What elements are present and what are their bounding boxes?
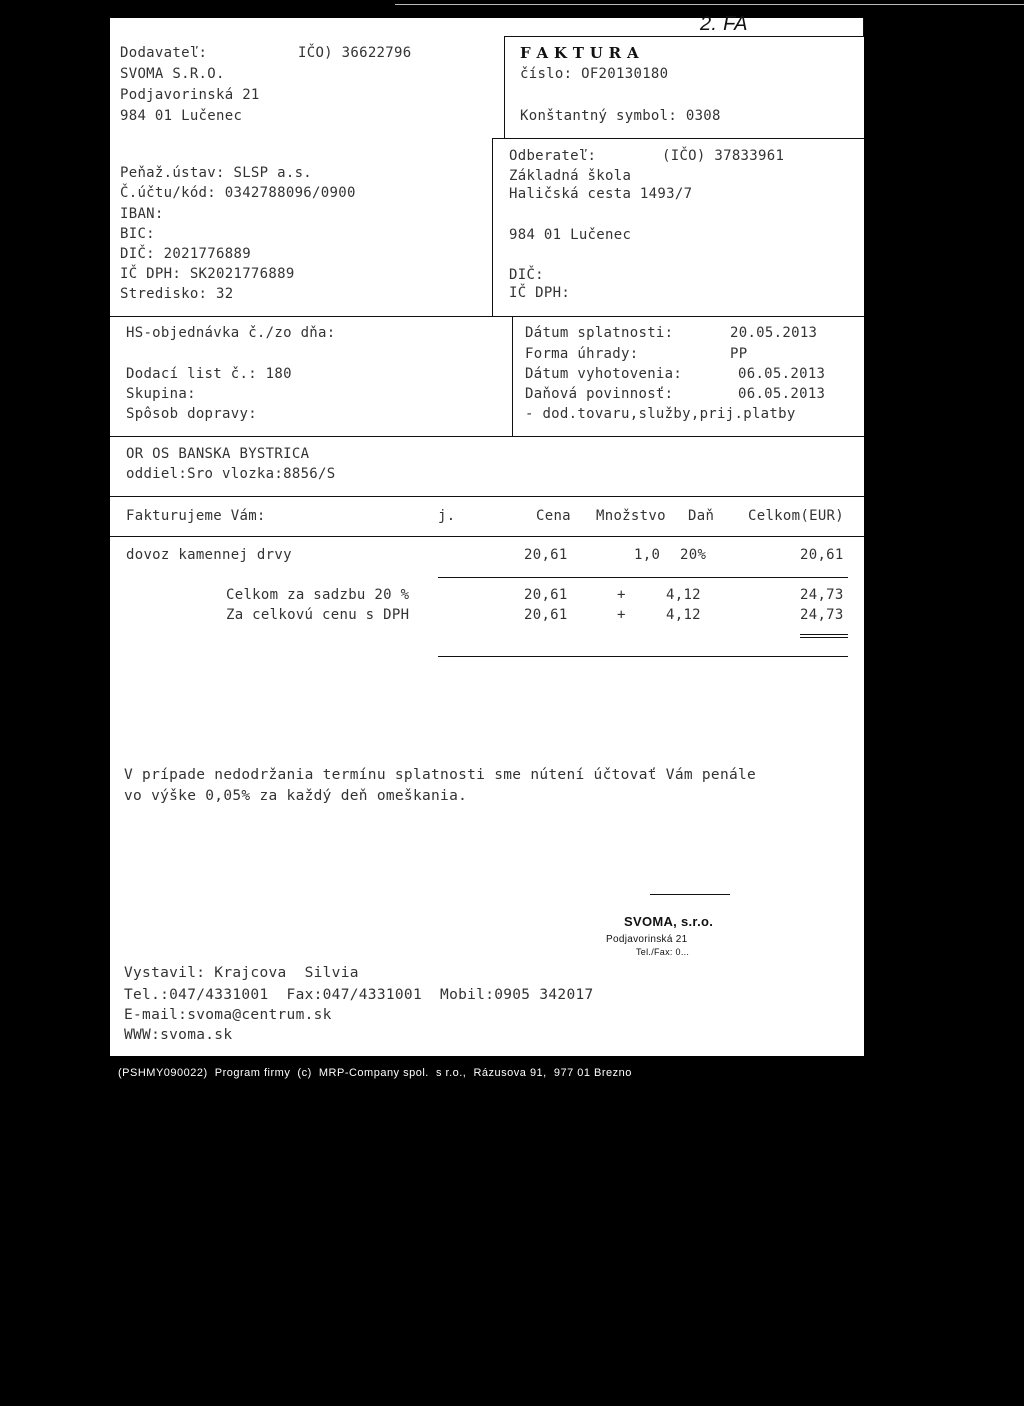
grand-vat: 4,12 [666, 607, 701, 623]
order-hs: HS-objednávka č./zo dňa: [126, 325, 336, 341]
total-double-line-2 [800, 637, 848, 638]
invoice-number: číslo: OF20130180 [520, 66, 669, 82]
handwritten-note: 2. FA [700, 13, 748, 35]
total-double-line-1 [800, 634, 848, 635]
item-total: 20,61 [800, 547, 844, 563]
table-header-line [110, 536, 864, 537]
customer-street: Haličská cesta 1493/7 [509, 186, 693, 202]
dates-divider [512, 316, 513, 436]
summary-vat: 4,12 [666, 587, 701, 603]
konst-symbol: Konštantný symbol: 0308 [520, 108, 721, 124]
supplier-stredisko: Stredisko: 32 [120, 286, 234, 302]
customer-label: Odberateľ: [509, 148, 597, 164]
item-qty: 1,0 [634, 547, 661, 563]
customer-city: 984 01 Lučenec [509, 227, 632, 243]
summary-top-line [438, 577, 848, 578]
supplier-bic: BIC: [120, 226, 155, 242]
invoice-top-line [504, 36, 864, 37]
grand-plus: + [617, 607, 626, 623]
customer-ic-dph: IČ DPH: [509, 285, 571, 301]
dod-note: - dod.tovaru,služby,prij.platby [525, 406, 796, 422]
stamp-street: Podjavorinská 21 [606, 934, 688, 945]
customer-divider [492, 138, 493, 316]
summary-total: 24,73 [800, 587, 844, 603]
item-price: 20,61 [524, 547, 568, 563]
invoice-sheet [110, 13, 864, 1056]
supplier-label: Dodavateľ: [120, 45, 208, 61]
order-doprava: Spôsob dopravy: [126, 406, 257, 422]
customer-ico: (IČO) 37833961 [662, 148, 785, 164]
issuer-name: Vystavil: Krajcova Silvia [124, 965, 359, 981]
summary-label: Celkom za sadzbu 20 % [226, 587, 410, 603]
col-tax: Daň [688, 508, 715, 524]
order-skupina: Skupina: [126, 386, 196, 402]
splatnost-value: 20.05.2013 [730, 325, 818, 341]
register-top-line [110, 436, 864, 437]
customer-top-line [492, 138, 864, 139]
supplier-dic: DIČ: 2021776889 [120, 246, 251, 262]
supplier-iban: IBAN: [120, 206, 164, 222]
item-tax: 20% [680, 547, 707, 563]
grand-total: 24,73 [800, 607, 844, 623]
issuer-phones: Tel.:047/4331001 Fax:047/4331001 Mobil:0905 342017 [124, 987, 594, 1003]
supplier-name: SVOMA S.R.O. [120, 66, 225, 82]
stamp-tel: Tel./Fax: 0... [636, 947, 690, 957]
stamp-name: SVOMA, s.r.o. [624, 914, 714, 929]
povinnost-value: 06.05.2013 [738, 386, 826, 402]
header-divider [504, 36, 505, 138]
summary-base: 20,61 [524, 587, 568, 603]
penalty-line-1: V prípade nedodržania termínu splatnosti sme nútení účtovať Vám penále [124, 767, 757, 783]
program-footer: (PSHMY090022) Program firmy (c) MRP-Company spol. s r.o., Rázusova 91, 977 01 Brezno [118, 1067, 632, 1079]
supplier-street: Podjavorinská 21 [120, 87, 260, 103]
grand-label: Za celkovú cenu s DPH [226, 607, 410, 623]
order-top-line [110, 316, 864, 317]
scan-edge-line [395, 4, 1024, 5]
col-price: Cena [536, 508, 571, 524]
forma-label: Forma úhrady: [525, 346, 639, 362]
splatnost-label: Dátum splatnosti: [525, 325, 674, 341]
col-fakturujeme: Fakturujeme Vám: [126, 508, 266, 524]
col-total: Celkom(EUR) [748, 508, 845, 524]
register-line-1: OR OS BANSKA BYSTRICA [126, 446, 310, 462]
item-desc: dovoz kamennej drvy [126, 547, 292, 563]
supplier-city: 984 01 Lučenec [120, 108, 243, 124]
issuer-email: E-mail:svoma@centrum.sk [124, 1007, 332, 1023]
customer-dic: DIČ: [509, 267, 544, 283]
supplier-ico: IČO) 36622796 [298, 45, 412, 61]
register-line-2: oddiel:Sro vlozka:8856/S [126, 466, 336, 482]
customer-name: Základná škola [509, 168, 632, 184]
supplier-account: Č.účtu/kód: 0342788096/0900 [120, 185, 356, 201]
supplier-ic-dph: IČ DPH: SK2021776889 [120, 266, 295, 282]
supplier-bank: Peňaž.ústav: SLSP a.s. [120, 165, 313, 181]
header-right-border [863, 18, 864, 36]
table-top-line [110, 496, 864, 497]
order-dodaci-list: Dodací list č.: 180 [126, 366, 292, 382]
povinnost-label: Daňová povinnosť: [525, 386, 674, 402]
summary-bottom-line [438, 656, 848, 657]
signature-line [650, 894, 730, 895]
col-unit: j. [438, 508, 456, 524]
vyhotovenie-value: 06.05.2013 [738, 366, 826, 382]
forma-value: PP [730, 346, 748, 362]
issuer-www: WWW:svoma.sk [124, 1027, 233, 1043]
grand-base: 20,61 [524, 607, 568, 623]
col-qty: Množstvo [596, 508, 666, 524]
penalty-line-2: vo výške 0,05% za každý deň omeškania. [124, 788, 468, 804]
vyhotovenie-label: Dátum vyhotovenia: [525, 366, 683, 382]
invoice-title: F A K T U R A [520, 44, 639, 62]
summary-plus: + [617, 587, 626, 603]
